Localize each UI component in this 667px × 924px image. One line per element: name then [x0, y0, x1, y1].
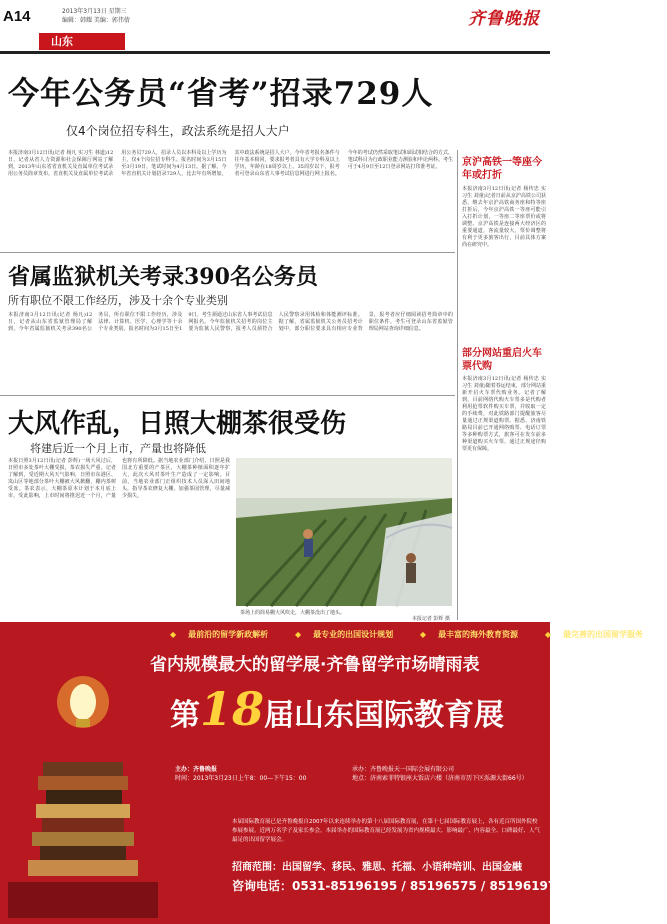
expo-title [170, 682, 504, 736]
main-subtitle: 仅4个岗位招专科生，政法系统是招人大户 [66, 124, 290, 138]
issue-date: 2013年3月13日 星期三 [62, 8, 127, 15]
greenhouse-photo [236, 458, 452, 606]
ad-topbar [170, 629, 667, 640]
expo-edition-number: 18 [200, 682, 265, 736]
ad-description: 本届国际教育展已是齐鲁晚报自2007年以来连续举办的第十八届国际教育展，在第十七届国际教育展上，各有近百所国外院校参展参展。近两万名学子及家长参会。本届举办的国际教育展已经发展为省内规模最大、影响最广、内容最全、口碑最好、人气最足的出国留学展会。 [232, 819, 541, 843]
ad-undertaker: 承办：齐鲁晚报天一国际会展有限公司 [352, 766, 455, 773]
page-number: A14 [3, 8, 31, 25]
editor-line: 编辑：韩耀 美编：郭伟倩 [62, 17, 130, 24]
ad-time: 时间：2013年3月23日上午8：00—下午15：00 [175, 775, 307, 782]
side-title-1: 京沪高铁一等座今年或打折 [462, 157, 542, 181]
bullet-icon: ◆ [294, 630, 302, 639]
divider [0, 252, 455, 253]
bullet-icon: ◆ [419, 630, 427, 639]
photo-credit: 本报记者 彭辉 摄 [411, 616, 450, 622]
ad-topbar-item: 最完善的出国留学服务 [563, 630, 644, 639]
header-meta [62, 7, 130, 25]
divider [0, 395, 455, 396]
prison-headline: 省属监狱机关考录390名公务员 [8, 264, 318, 290]
wind-subtitle: 将建后近一个月上市，产量也将降低 [30, 442, 206, 455]
photo-caption: 茶场上的简易棚大风吹走，大棚茶没出了地头。 [240, 610, 346, 616]
ad-topbar-item: 最前沿的留学新政解析 [188, 630, 269, 639]
side-title-2: 部分网站重启火车票代购 [462, 348, 542, 372]
side-body-2: 本报济南3月12日讯(记者 杨传忠 实习生 刘童)随着春运结束，部分网站重新开启火车票代购业务。记者了解到，目前网络代购火车票多是代购者利用抢票软件购买车票，并收取一定的手续费，对此铁路部门提醒旅客尽量通过正规渠道购票。据悉，济南铁路局目前已开通网络购票、电话订票等多种购票方式，旅客可在发车前多种渠道购买火车票，通过正规途径购票更有保障。 [462, 376, 546, 452]
ad-phone: 咨询电话：0531-85196195 / 85196575 / 85196197 [232, 879, 557, 893]
ad-recruit: 招商范围：出国留学、移民、雅思、托福、小语种培训、出国金融 [232, 862, 522, 873]
page-header [0, 0, 550, 52]
newspaper-logo: 齐鲁晚报 [468, 9, 540, 29]
main-headline: 今年公务员“省考”招录729人 [8, 76, 434, 112]
education-expo-ad [0, 622, 644, 924]
ad-topbar-item: 最丰富的海外教育资源 [438, 630, 519, 639]
section-label: 山东 [39, 33, 125, 50]
prison-article-body: 本报济南3月12日讯(记者 杨凡)12日，记者从山东省监狱管理局了解到，今年省属监狱机关考录390名公务员，所有职位不限工作经历，涉及法律、计算机、医学、心理学等十余个专业类别。报名时间为3月15日至19日。考生须通过山东省人事考试信息网报名。今年监狱机关招考的岗位主要为监狱人民警察，报考人员须符合人民警察录用体检和体能测评标准。据了解，省属监狱机关公务员招考计划中，部分职位要求具有相应专业背景，报考者应仔细阅读招考简章中的职位条件。考生可登录山东省监狱管理局网站查询详细信息。 [8, 312, 453, 332]
wind-headline: 大风作乱，日照大棚茶很受伤 [8, 409, 347, 439]
expo-title-suffix: 届山东国际教育展 [264, 698, 505, 733]
ad-venue: 地点：济南索菲特银座大饭店六楼（济南市历下区泺源大街66号） [352, 775, 528, 782]
column-divider [457, 150, 458, 620]
expo-title-prefix: 第 [170, 698, 200, 733]
ad-headline: 省内规模最大的留学展·齐鲁留学市场晴雨表 [150, 655, 480, 675]
books-lamp-illustration [8, 662, 158, 918]
ad-topbar-item: 最专业的出国设计规划 [313, 630, 394, 639]
main-article-body: 本报济南3月12日讯(记者 杨凡 实习生 林道)12日，记者从省人力资源和社会保障厅网站了解到，2013年山东省省直机关及直属单位考试录用公务员简章发布，省直机关及直属单位考试录用公务员729人，招录人员以本科及以上学历为主，仅4个岗位招专科生。报名时间为3月15日至3月19日，笔试时间为4月13日。据了解，今年省直机关计划招录729人，比去年有所增加，其中政法系统是招人大户。今年省考报名条件与往年基本相同，要求报考者具有大学专科及以上学历，年龄在18周岁以上、35周岁以下，报考者可登录山东省人事考试信息网进行网上报名。今年的考试仍然采取笔试和面试相结合的方式，笔试科目为行政职业能力测验和申论两科。考生可于4月9日至12日登录网站打印准考证。 [8, 150, 453, 177]
ad-organizer: 主办：齐鲁晚报 [175, 766, 218, 773]
bullet-icon: ◆ [170, 630, 177, 639]
wind-article-body: 本报日照3月12日讯(记者 彭辉)一场大风过后，日照市多处茶叶大棚受损，茶农损失严重。记者了解到，受近期大风天气影响，日照市东港区、岚山区等地部分茶叶大棚被大风掀翻，棚内茶树受冻。茶农表示，大棚茶原本计划于本月底上市，受此影响，上市时间将推迟近一个月，产量也将有所降低。据当地农业部门介绍，日照是我国北方重要的产茶区，大棚茶种植面积逐年扩大，此次大风对茶叶生产造成了一定影响。目前，当地农业部门正组织技术人员深入田间地头，指导茶农修复大棚，加强茶园管理，尽量减少损失。 [8, 458, 230, 499]
bullet-icon: ◆ [544, 630, 552, 639]
side-body-1: 本报济南3月12日讯(记者 杨传忠 实习生 刘童)记者日前从京沪高铁公司获悉，继去年京沪高铁商务座和特等座打折后，今年京沪高铁一等座可能引入打折计划，一等座二等座票价或将调整。京沪高铁是连接两大经济区的重要通道，客流量较大，票价调整将有利于更多旅客出行，目前具体方案尚在研究中。 [462, 186, 546, 248]
prison-subtitle: 所有职位不限工作经历，涉及十余个专业类别 [8, 294, 228, 307]
header-rule [0, 51, 550, 54]
